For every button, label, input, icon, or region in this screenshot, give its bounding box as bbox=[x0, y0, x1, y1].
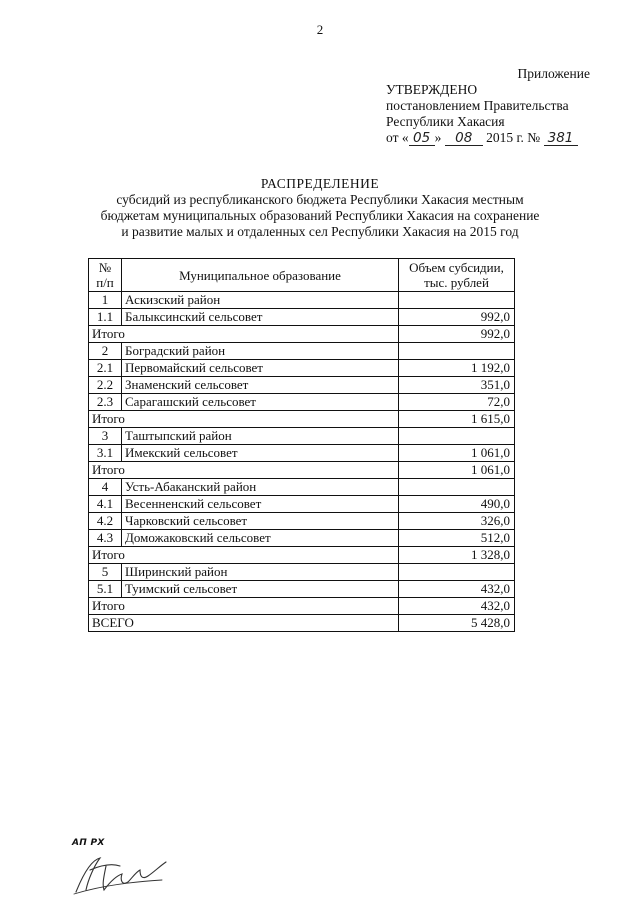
settlement-name: Сарагашский сельсовет bbox=[122, 394, 399, 411]
title-line-3: бюджетам муниципальных образований Республики Хакасия на сохранение bbox=[100, 208, 540, 223]
title-line-2: субсидий из республиканского бюджета Республики Хакасия местным bbox=[116, 192, 524, 207]
subtotal-label: Итого bbox=[89, 598, 399, 615]
settlement-name: Чарковский сельсовет bbox=[122, 513, 399, 530]
approval-block bbox=[386, 82, 578, 146]
settlement-name: Доможаковский сельсовет bbox=[122, 530, 399, 547]
settlement-row bbox=[89, 445, 515, 462]
subsidy-value: 72,0 bbox=[399, 394, 515, 411]
subsidy-value bbox=[399, 428, 515, 445]
header-number-line2: п/п bbox=[96, 275, 114, 290]
row-number: 2.1 bbox=[89, 360, 122, 377]
district-row bbox=[89, 428, 515, 445]
date-quote-close: » bbox=[434, 130, 442, 145]
subsidy-value: 1 061,0 bbox=[399, 445, 515, 462]
approval-heading: УТВЕРЖДЕНО bbox=[386, 82, 478, 97]
header-number bbox=[89, 259, 122, 292]
row-number: 4.3 bbox=[89, 530, 122, 547]
header-subsidy-amount bbox=[399, 259, 515, 292]
settlement-name: Имекский сельсовет bbox=[122, 445, 399, 462]
row-number: 5.1 bbox=[89, 581, 122, 598]
table-header-row bbox=[89, 259, 515, 292]
subsidy-value: 490,0 bbox=[399, 496, 515, 513]
document-title bbox=[0, 176, 640, 240]
district-name: Боградский район bbox=[122, 343, 399, 360]
row-number: 3 bbox=[89, 428, 122, 445]
district-name: Ширинский район bbox=[122, 564, 399, 581]
footer-stamp: АП РХ bbox=[72, 838, 105, 848]
settlement-name: Туимский сельсовет bbox=[122, 581, 399, 598]
row-number: 3.1 bbox=[89, 445, 122, 462]
approval-year: 2015 г. № bbox=[486, 130, 541, 145]
subsidy-value: 351,0 bbox=[399, 377, 515, 394]
title-heading: РАСПРЕДЕЛЕНИЕ bbox=[260, 176, 380, 191]
header-amount-line1: Объем субсидии, bbox=[409, 260, 504, 275]
subtotal-row bbox=[89, 326, 515, 343]
approval-number: 381 bbox=[544, 131, 578, 146]
district-name: Таштыпский район bbox=[122, 428, 399, 445]
approval-day: 05 bbox=[409, 131, 435, 146]
subtotal-row bbox=[89, 598, 515, 615]
approval-line-decree: постановлением Правительства bbox=[386, 98, 569, 113]
row-number: 2 bbox=[89, 343, 122, 360]
subtotal-row bbox=[89, 462, 515, 479]
row-number: 1.1 bbox=[89, 309, 122, 326]
subsidy-value: 432,0 bbox=[399, 581, 515, 598]
subtotal-label: Итого bbox=[89, 326, 399, 343]
grand-total-label: ВСЕГО bbox=[89, 615, 399, 632]
row-number: 4.2 bbox=[89, 513, 122, 530]
approval-line-republic: Республики Хакасия bbox=[386, 114, 505, 129]
subtotal-label: Итого bbox=[89, 411, 399, 428]
subsidy-value bbox=[399, 564, 515, 581]
subsidy-value: 992,0 bbox=[399, 309, 515, 326]
row-number: 4.1 bbox=[89, 496, 122, 513]
settlement-row bbox=[89, 530, 515, 547]
settlement-name: Знаменский сельсовет bbox=[122, 377, 399, 394]
subsidy-distribution-table bbox=[88, 258, 515, 632]
row-number: 2.3 bbox=[89, 394, 122, 411]
subtotal-value: 1 615,0 bbox=[399, 411, 515, 428]
subsidy-value bbox=[399, 292, 515, 309]
settlement-row bbox=[89, 581, 515, 598]
grand-total-row bbox=[89, 615, 515, 632]
header-municipality: Муниципальное образование bbox=[122, 259, 399, 292]
settlement-row bbox=[89, 513, 515, 530]
district-row bbox=[89, 564, 515, 581]
approval-date-line bbox=[386, 130, 578, 146]
header-number-line1: № bbox=[98, 260, 112, 275]
subtotal-row bbox=[89, 411, 515, 428]
subsidy-value bbox=[399, 479, 515, 496]
row-number: 5 bbox=[89, 564, 122, 581]
title-line-4: и развитие малых и отдаленных сел Республики Хакасия на 2015 год bbox=[121, 224, 519, 239]
settlement-name: Балыксинский сельсовет bbox=[122, 309, 399, 326]
district-name: Аскизский район bbox=[122, 292, 399, 309]
district-row bbox=[89, 292, 515, 309]
settlement-name: Первомайский сельсовет bbox=[122, 360, 399, 377]
subtotal-value: 1 061,0 bbox=[399, 462, 515, 479]
row-number: 2.2 bbox=[89, 377, 122, 394]
subtotal-label: Итого bbox=[89, 547, 399, 564]
grand-total-value: 5 428,0 bbox=[399, 615, 515, 632]
subsidy-value: 512,0 bbox=[399, 530, 515, 547]
appendix-label: Приложение bbox=[517, 66, 590, 81]
row-number: 1 bbox=[89, 292, 122, 309]
subtotal-value: 432,0 bbox=[399, 598, 515, 615]
settlement-row bbox=[89, 377, 515, 394]
subtotal-label: Итого bbox=[89, 462, 399, 479]
subtotal-value: 992,0 bbox=[399, 326, 515, 343]
approval-month: 08 bbox=[445, 131, 483, 146]
header-amount-line2: тыс. рублей bbox=[424, 275, 489, 290]
settlement-row bbox=[89, 309, 515, 326]
subtotal-value: 1 328,0 bbox=[399, 547, 515, 564]
settlement-row bbox=[89, 360, 515, 377]
subsidy-value bbox=[399, 343, 515, 360]
district-row bbox=[89, 479, 515, 496]
district-row bbox=[89, 343, 515, 360]
date-prefix: от « bbox=[386, 130, 409, 145]
subsidy-value: 1 192,0 bbox=[399, 360, 515, 377]
subsidy-value: 326,0 bbox=[399, 513, 515, 530]
signature-icon bbox=[70, 852, 170, 896]
settlement-name: Весенненский сельсовет bbox=[122, 496, 399, 513]
subtotal-row bbox=[89, 547, 515, 564]
row-number: 4 bbox=[89, 479, 122, 496]
district-name: Усть-Абаканский район bbox=[122, 479, 399, 496]
settlement-row bbox=[89, 394, 515, 411]
page-number: 2 bbox=[316, 22, 324, 37]
settlement-row bbox=[89, 496, 515, 513]
